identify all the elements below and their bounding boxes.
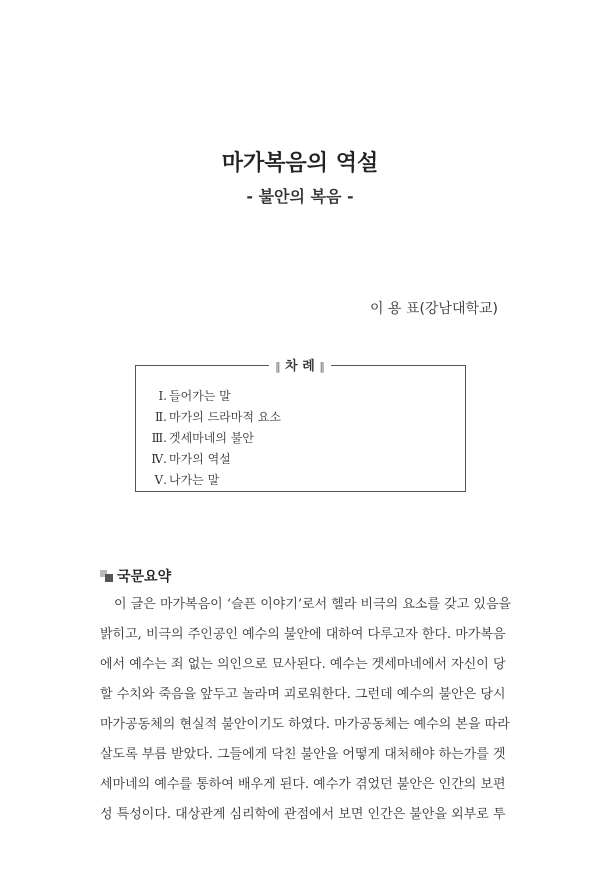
toc-item — [147, 386, 281, 407]
toc-item-label: 들어가는 말 — [169, 389, 231, 403]
abstract-line: 밝히고, 비극의 주인공인 예수의 불안에 대하여 다루고자 한다. 마가복음 — [100, 627, 506, 642]
toc-bar-right: ‖ — [319, 360, 325, 373]
toc-item — [147, 449, 281, 470]
abstract-line: 이 글은 마가복음이 ‘슬픈 이야기’로서 헬라 비극의 요소를 갖고 있음을 — [114, 597, 512, 612]
toc-label: 차 례 — [285, 359, 315, 374]
toc-list — [147, 386, 281, 491]
toc-item-number: Ⅴ. — [154, 473, 167, 487]
abstract-line: 마가공동체의 현실적 불안이기도 하였다. 마가공동체는 예수의 본을 따라 — [100, 717, 510, 732]
toc-item-number: Ⅲ. — [151, 431, 167, 445]
toc-item — [147, 407, 281, 428]
abstract-line: 성 특성이다. 대상관계 심리학에 관점에서 보면 인간은 불안을 외부로 투 — [100, 807, 506, 822]
abstract-heading-label: 국문요약 — [117, 569, 172, 585]
toc-item — [147, 428, 281, 449]
abstract-line: 할 수치와 죽음을 앞두고 놀라며 괴로워한다. 그런데 예수의 불안은 당시 — [100, 687, 506, 702]
abstract-line: 세마네의 예수를 통하여 배우게 된다. 예수가 겪었던 불안은 인간의 보편 — [100, 777, 506, 792]
author-affiliation: 이 용 표(강남대학교) — [369, 301, 498, 317]
toc-heading — [0, 355, 600, 374]
toc-item-number: Ⅳ. — [151, 452, 167, 466]
paper-subtitle: - 불안의 복음 - — [246, 187, 354, 206]
abstract-line: 살도록 부름 받았다. 그들에게 닥친 불안을 어떻게 대처해야 하는가를 겟 — [100, 747, 506, 762]
paper-title: 마가복음의 역설 — [221, 151, 379, 176]
toc-item-label: 마가의 드라마적 요소 — [169, 410, 281, 424]
abstract-heading — [100, 566, 171, 586]
toc-item-number: Ⅱ. — [155, 410, 167, 424]
toc-item-number: Ⅰ. — [158, 389, 167, 403]
toc-item — [147, 470, 281, 491]
toc-item-label: 나가는 말 — [169, 473, 220, 487]
square-bullet-icon — [100, 570, 114, 582]
toc-item-label: 마가의 역설 — [169, 452, 231, 466]
toc-bar-left: ‖ — [275, 360, 281, 373]
abstract-body — [100, 590, 512, 830]
toc-item-label: 겟세마네의 불안 — [169, 431, 254, 445]
abstract-line: 에서 예수는 죄 없는 의인으로 묘사된다. 예수는 겟세마네에서 자신이 당 — [100, 657, 506, 672]
